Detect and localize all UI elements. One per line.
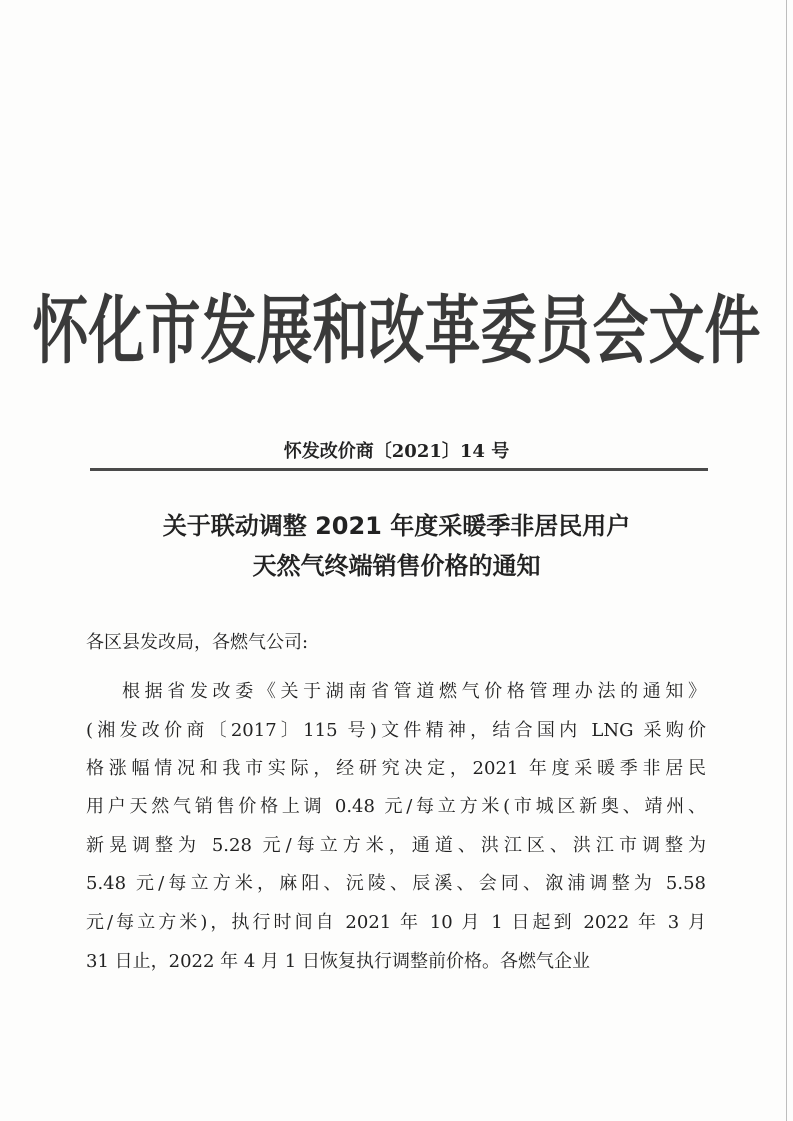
header-divider bbox=[90, 468, 708, 471]
body-line-1: 根据省发改委《关于湖南省管道燃气价格管理办法的通知》 bbox=[122, 681, 706, 702]
body-line-3: 格涨幅情况和我市实际，经研究决定，2021 年度采暖季非居民 bbox=[86, 758, 706, 779]
addressee: 各区县发改局，各燃气公司: bbox=[86, 632, 309, 653]
body-line-7: 元/每立方米)，执行时间自 2021 年 10 月 1 日起到 2022 年 3 月 bbox=[86, 912, 706, 933]
document-number: 怀发改价商〔2021〕14 号 bbox=[283, 441, 510, 462]
body-line-2: (湘发改价商〔2017〕115 号)文件精神，结合国内 LNG 采购价 bbox=[86, 720, 706, 741]
body-line-4: 用户天然气销售价格上调 0.48 元/每立方米(市城区新奥、靖州、 bbox=[86, 796, 706, 817]
notice-title bbox=[0, 506, 793, 586]
issuing-authority-header: 怀化市发展和改革委员会文件 bbox=[32, 288, 761, 375]
body-line-8: 31 日止，2022 年 4 月 1 日恢复执行调整前价格。各燃气企业 bbox=[86, 951, 590, 972]
notice-title-line-1: 关于联动调整 2021 年度采暖季非居民用户 bbox=[162, 512, 631, 540]
body-line-5: 新晃调整为 5.28 元/每立方米，通道、洪江区、洪江市调整为 bbox=[86, 835, 706, 856]
notice-title-line-2: 天然气终端销售价格的通知 bbox=[252, 552, 541, 580]
body-line-6: 5.48 元/每立方米，麻阳、沅陵、辰溪、会同、溆浦调整为 5.58 bbox=[86, 873, 706, 894]
